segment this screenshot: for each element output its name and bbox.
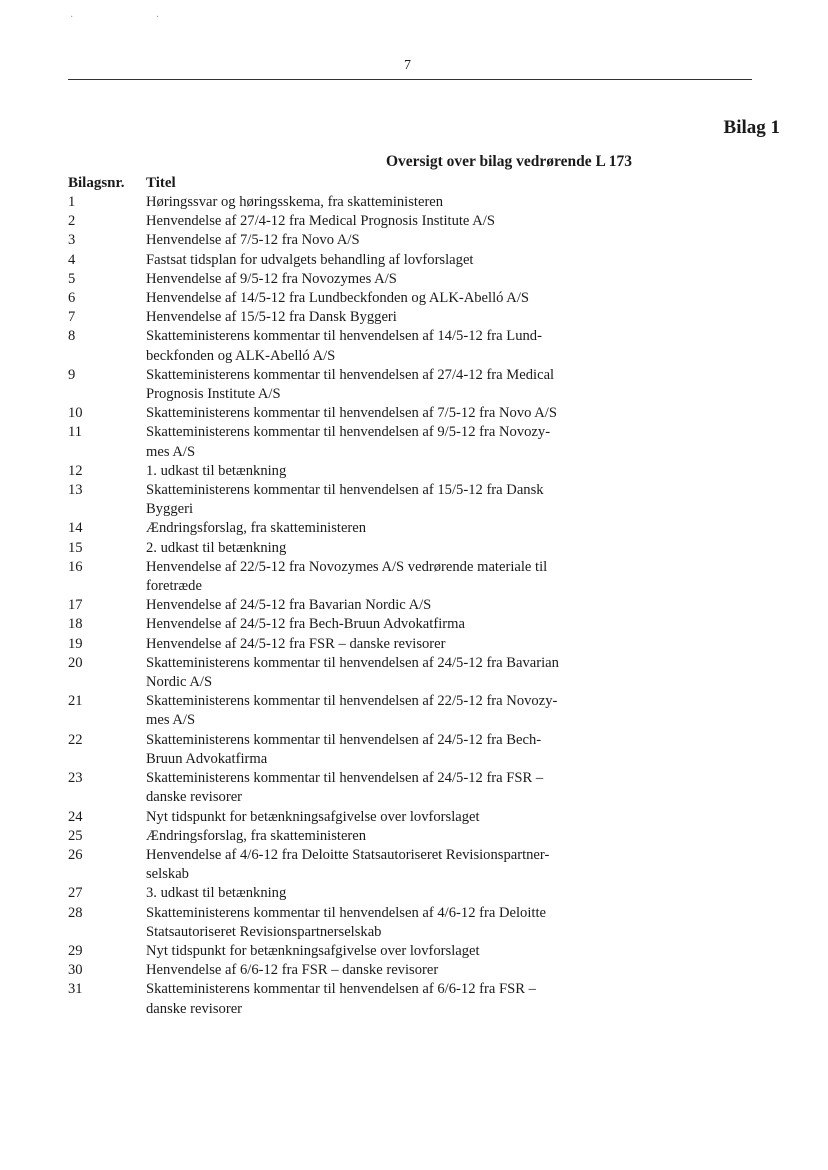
row-number: 1 bbox=[68, 194, 76, 210]
row-number: 11 bbox=[68, 424, 83, 441]
document-title: Oversigt over bilag vedrørende L 173 bbox=[385, 153, 633, 170]
row-title: Henvendelse af 27/4-12 fra Medical Prognosis Institute A/S bbox=[146, 213, 495, 230]
row-number: 21 bbox=[68, 693, 83, 710]
row-title: Skatteministerens kommentar til henvendelsen af 24/5-12 fra Bavarian Nordic A/S bbox=[146, 654, 559, 691]
row-title: Henvendelse af 24/5-12 fra FSR – danske revisorer bbox=[146, 635, 446, 652]
row-number: 29 bbox=[68, 942, 83, 959]
row-number: 16 bbox=[68, 558, 83, 575]
column-header-number: Bilagsnr. bbox=[68, 175, 125, 191]
table-row bbox=[68, 193, 608, 212]
table-row bbox=[68, 539, 608, 558]
table-row bbox=[68, 904, 608, 942]
table-row bbox=[68, 462, 608, 481]
column-header-title: Titel bbox=[146, 175, 176, 191]
row-title: 2. udkast til betænkning bbox=[146, 539, 287, 556]
row-title: Henvendelse af 4/6-12 fra Deloitte Statsautoriseret Revisionspartner- selskab bbox=[146, 846, 550, 883]
row-title: Henvendelse af 14/5-12 fra Lundbeckfonden og ALK-Abelló A/S bbox=[146, 290, 529, 307]
row-number: 19 bbox=[68, 635, 83, 652]
table-row bbox=[68, 270, 608, 289]
row-number: 13 bbox=[68, 482, 83, 499]
row-title: Henvendelse af 24/5-12 fra Bech-Bruun Advokatfirma bbox=[146, 616, 465, 633]
table-row bbox=[68, 212, 608, 231]
row-number: 3 bbox=[68, 232, 76, 249]
table-row bbox=[68, 327, 608, 365]
row-number: 23 bbox=[68, 770, 83, 787]
row-title: Skatteministerens kommentar til henvendelsen af 9/5-12 fra Novozy- mes A/S bbox=[146, 424, 551, 460]
row-title: Henvendelse af 6/6-12 fra FSR – danske revisorer bbox=[146, 962, 439, 979]
table-row bbox=[68, 251, 608, 270]
row-number: 12 bbox=[68, 462, 83, 479]
row-number: 25 bbox=[68, 827, 83, 844]
table-row bbox=[68, 692, 608, 730]
table-row bbox=[68, 231, 608, 250]
row-number: 4 bbox=[68, 251, 76, 268]
row-title: Skatteministerens kommentar til henvendelsen af 22/5-12 fra Novozy- mes A/S bbox=[146, 693, 558, 729]
row-number: 7 bbox=[68, 309, 76, 326]
table-row bbox=[68, 596, 608, 615]
annex-label: Bilag 1 bbox=[723, 117, 780, 138]
row-title: Skatteministerens kommentar til henvendelsen af 4/6-12 fra Deloitte Statsautoriseret Revisionspartnerselskab bbox=[146, 904, 546, 940]
row-title: Ændringsforslag, fra skatteministeren bbox=[146, 520, 367, 537]
table-row bbox=[68, 423, 608, 461]
row-title: Høringssvar og høringsskema, fra skatteministeren bbox=[146, 194, 444, 210]
row-title: Nyt tidspunkt for betænkningsafgivelse over lovforslaget bbox=[146, 942, 480, 959]
table-row bbox=[68, 615, 608, 634]
row-number: 14 bbox=[68, 520, 83, 537]
row-number: 30 bbox=[68, 962, 83, 979]
table-row bbox=[68, 961, 608, 980]
table-row bbox=[68, 366, 608, 404]
header-rule bbox=[68, 79, 752, 80]
row-title: Skatteministerens kommentar til henvendelsen af 24/5-12 fra Bech- Bruun Advokatfirma bbox=[146, 731, 542, 767]
row-title: Skatteministerens kommentar til henvendelsen af 7/5-12 fra Novo A/S bbox=[146, 405, 557, 422]
row-title: Henvendelse af 15/5-12 fra Dansk Byggeri bbox=[146, 309, 397, 326]
table-row bbox=[68, 846, 608, 884]
row-number: 20 bbox=[68, 654, 83, 671]
row-number: 5 bbox=[68, 270, 76, 287]
row-number: 27 bbox=[68, 885, 83, 902]
row-number: 28 bbox=[68, 904, 83, 921]
table-row bbox=[68, 481, 608, 519]
row-title: Henvendelse af 24/5-12 fra Bavarian Nordic A/S bbox=[146, 597, 432, 614]
row-number: 31 bbox=[68, 981, 83, 998]
table-row bbox=[68, 769, 608, 807]
row-title: Skatteministerens kommentar til henvendelsen af 24/5-12 fra FSR – danske revisorer bbox=[146, 770, 544, 806]
row-title: Skatteministerens kommentar til henvendelsen af 14/5-12 fra Lund- beckfonden og ALK-Abelló A/S bbox=[146, 328, 542, 364]
table-header bbox=[68, 174, 608, 193]
row-title: Henvendelse af 22/5-12 fra Novozymes A/S vedrørende materiale til foretræde bbox=[146, 558, 548, 595]
table-body bbox=[68, 193, 608, 1019]
table-row bbox=[68, 404, 608, 423]
scan-marks: · · bbox=[70, 12, 200, 23]
table-row bbox=[68, 808, 608, 827]
page-number: 7 bbox=[404, 58, 411, 73]
row-number: 18 bbox=[68, 616, 83, 633]
table-row bbox=[68, 942, 608, 961]
table-row bbox=[68, 654, 608, 692]
row-title: 3. udkast til betænkning bbox=[146, 885, 287, 902]
row-title: 1. udkast til betænkning bbox=[146, 462, 287, 479]
row-number: 2 bbox=[68, 213, 76, 230]
row-number: 6 bbox=[68, 290, 76, 307]
row-number: 10 bbox=[68, 405, 83, 422]
row-number: 9 bbox=[68, 366, 76, 383]
row-title: Skatteministerens kommentar til henvendelsen af 27/4-12 fra Medical Prognosis Institute A/S bbox=[146, 366, 555, 403]
row-number: 8 bbox=[68, 328, 76, 345]
table-row bbox=[68, 980, 608, 1018]
table-row bbox=[68, 884, 608, 903]
table-row bbox=[68, 289, 608, 308]
annex-table bbox=[68, 174, 608, 1019]
row-title: Skatteministerens kommentar til henvendelsen af 15/5-12 fra Dansk Byggeri bbox=[146, 482, 544, 518]
row-number: 22 bbox=[68, 731, 83, 748]
row-number: 15 bbox=[68, 539, 83, 556]
table-row bbox=[68, 308, 608, 327]
table-row bbox=[68, 731, 608, 769]
row-title: Fastsat tidsplan for udvalgets behandling af lovforslaget bbox=[146, 251, 474, 268]
table-row bbox=[68, 519, 608, 538]
table-row bbox=[68, 827, 608, 846]
row-title: Skatteministerens kommentar til henvendelsen af 6/6-12 fra FSR – danske revisorer bbox=[146, 981, 536, 1017]
table-row bbox=[68, 558, 608, 596]
row-title: Ændringsforslag, fra skatteministeren bbox=[146, 827, 367, 844]
row-number: 26 bbox=[68, 846, 83, 863]
table-row bbox=[68, 635, 608, 654]
row-title: Henvendelse af 7/5-12 fra Novo A/S bbox=[146, 232, 360, 249]
row-title: Nyt tidspunkt for betænkningsafgivelse over lovforslaget bbox=[146, 808, 480, 825]
row-number: 24 bbox=[68, 808, 83, 825]
row-number: 17 bbox=[68, 597, 83, 614]
row-title: Henvendelse af 9/5-12 fra Novozymes A/S bbox=[146, 270, 397, 287]
